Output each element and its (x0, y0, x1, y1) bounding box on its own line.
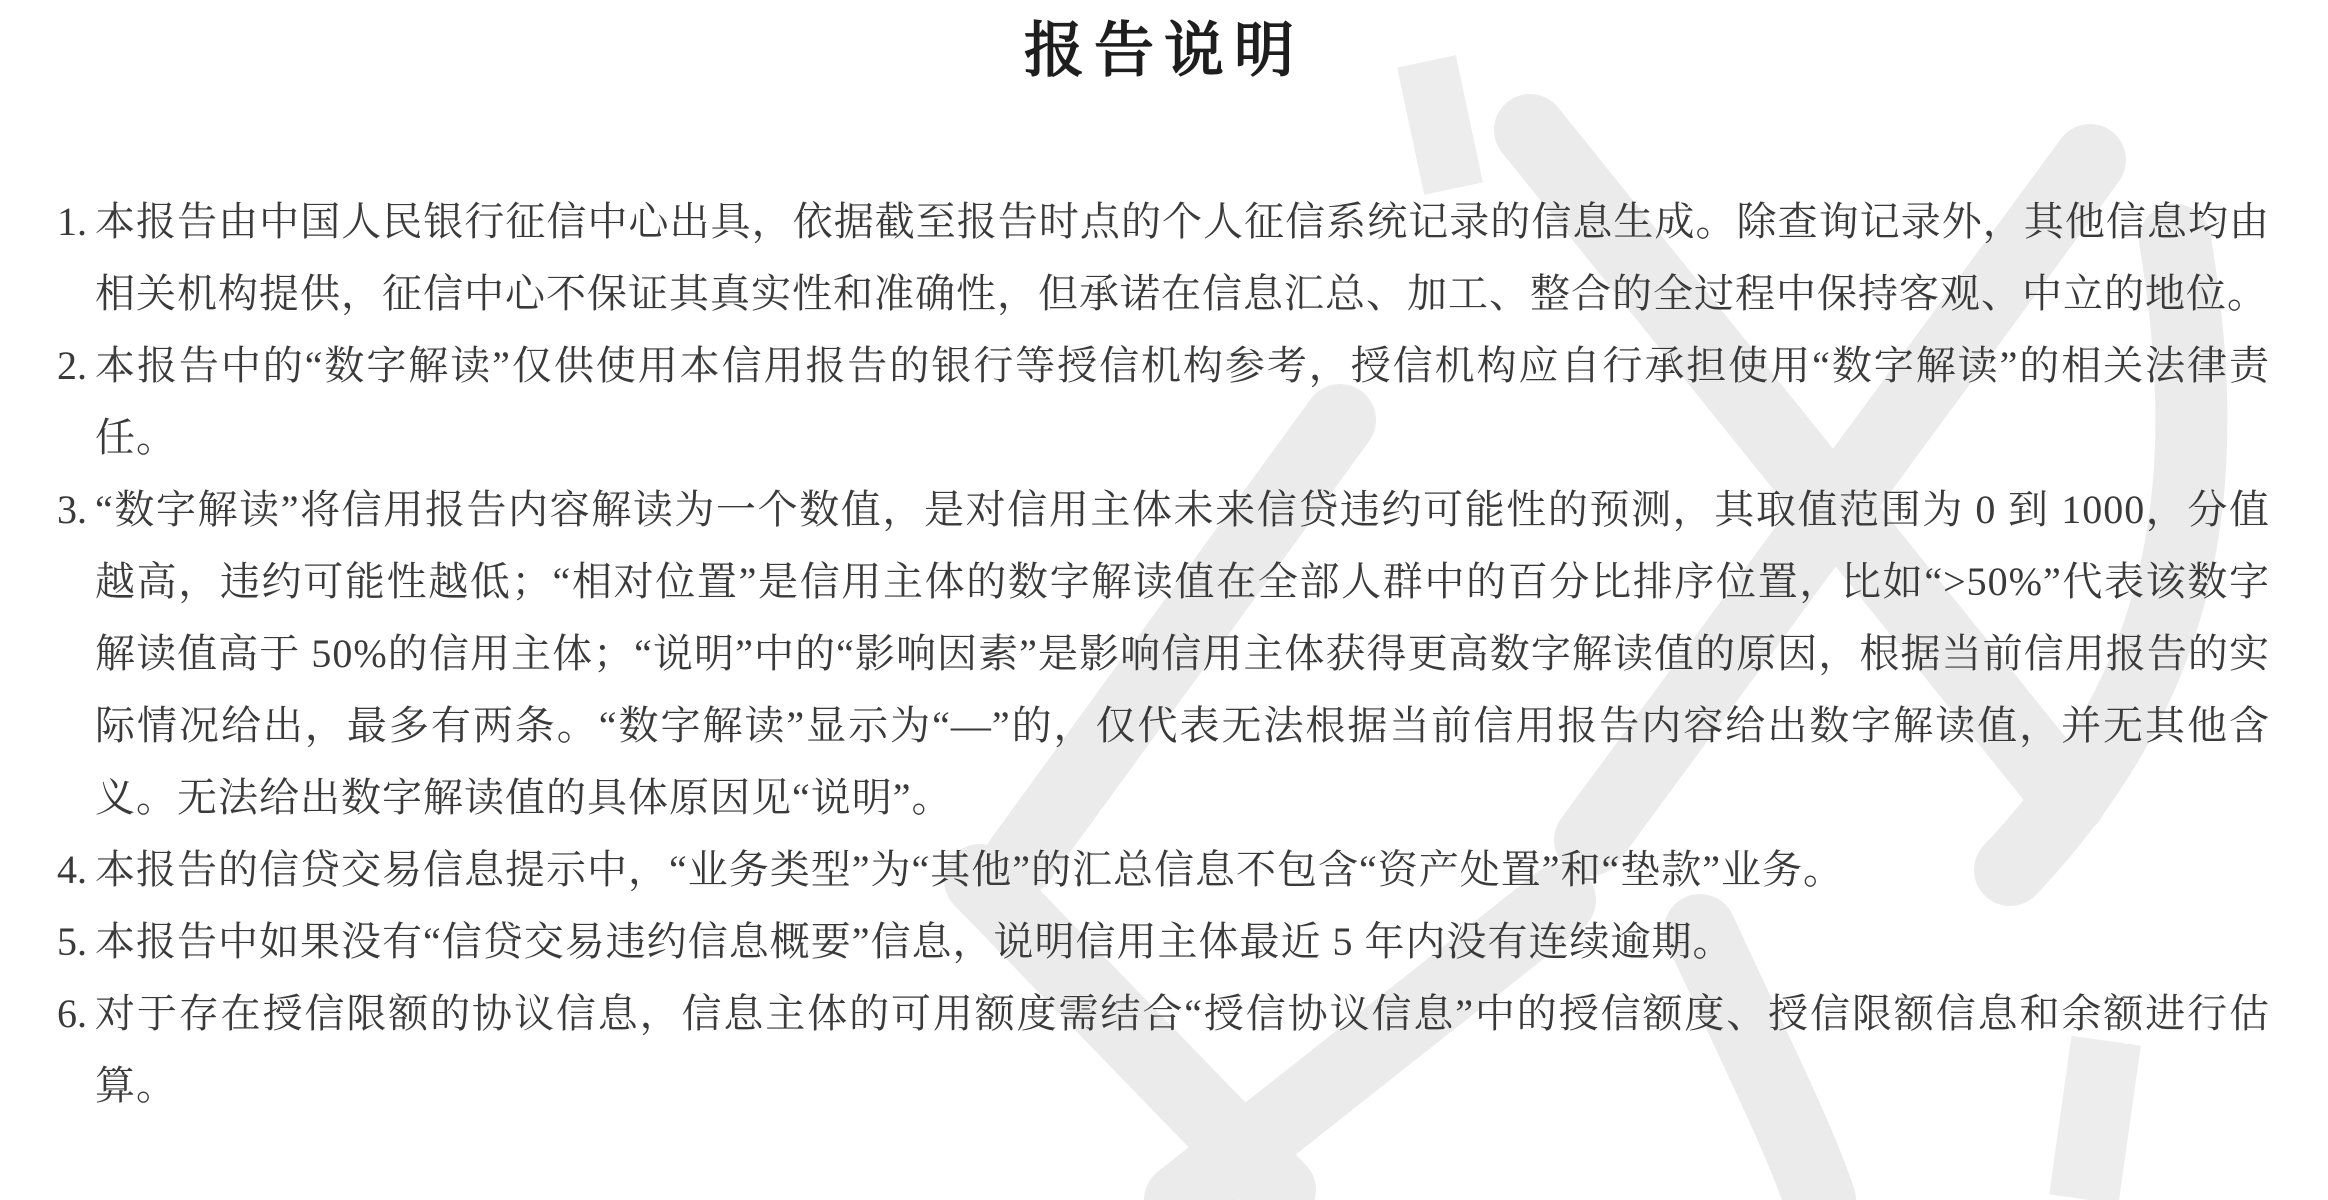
item-number: 6. (57, 991, 87, 1036)
item-text: 本报告由中国人民银行征信中心出具，依据截至报告时点的个人征信系统记录的信息生成。除查询记录外，其他信息均由相关机构提供，征信中心不保证其真实性和准确性，但承诺在信息汇总、加工、整合的全过程中保持客观、中立的地位。 (95, 199, 2270, 316)
list-item (0, 834, 2270, 906)
notes-list (0, 186, 2328, 1122)
page-title: 报告说明 (1024, 18, 1304, 84)
item-number: 1. (57, 199, 87, 244)
item-number: 5. (57, 919, 87, 964)
item-text: 本报告的信贷交易信息提示中，“业务类型”为“其他”的汇总信息不包含“资产处置”和“垫款”业务。 (95, 847, 1845, 892)
list-item (0, 474, 2270, 834)
item-text: 对于存在授信限额的协议信息，信息主体的可用额度需结合“授信协议信息”中的授信额度、授信限额信息和余额进行估算。 (95, 991, 2270, 1108)
item-text: “数字解读”将信用报告内容解读为一个数值，是对信用主体未来信贷违约可能性的预测，其取值范围为 0 到 1000，分值越高，违约可能性越低；“相对位置”是信用主体的数字解读值在全部人群中的百分比排序位置，比如“>50%”代表该数字解读值高于 50%的信用主体；“说明”中的“影响因素”是影响信用主体获得更高数字解读值的原因，根据当前信用报告的实际情况给出，最多有两条。“数字解读”显示为“—”的，仅代表无法根据当前信用报告内容给出数字解读值，并无其他含义。无法给出数字解读值的具体原因见“说明”。 (95, 487, 2270, 820)
item-text: 本报告中如果没有“信贷交易违约信息概要”信息，说明信用主体最近 5 年内没有连续逾期。 (95, 919, 1734, 964)
item-number: 2. (57, 343, 87, 388)
report-notes-content (0, 8, 2328, 1122)
item-number: 3. (57, 487, 87, 532)
list-item (0, 978, 2270, 1122)
list-item (0, 906, 2270, 978)
item-number: 4. (57, 847, 87, 892)
list-item (0, 330, 2270, 474)
list-item (0, 186, 2270, 330)
item-text: 本报告中的“数字解读”仅供使用本信用报告的银行等授信机构参考，授信机构应自行承担使用“数字解读”的相关法律责任。 (95, 343, 2270, 460)
